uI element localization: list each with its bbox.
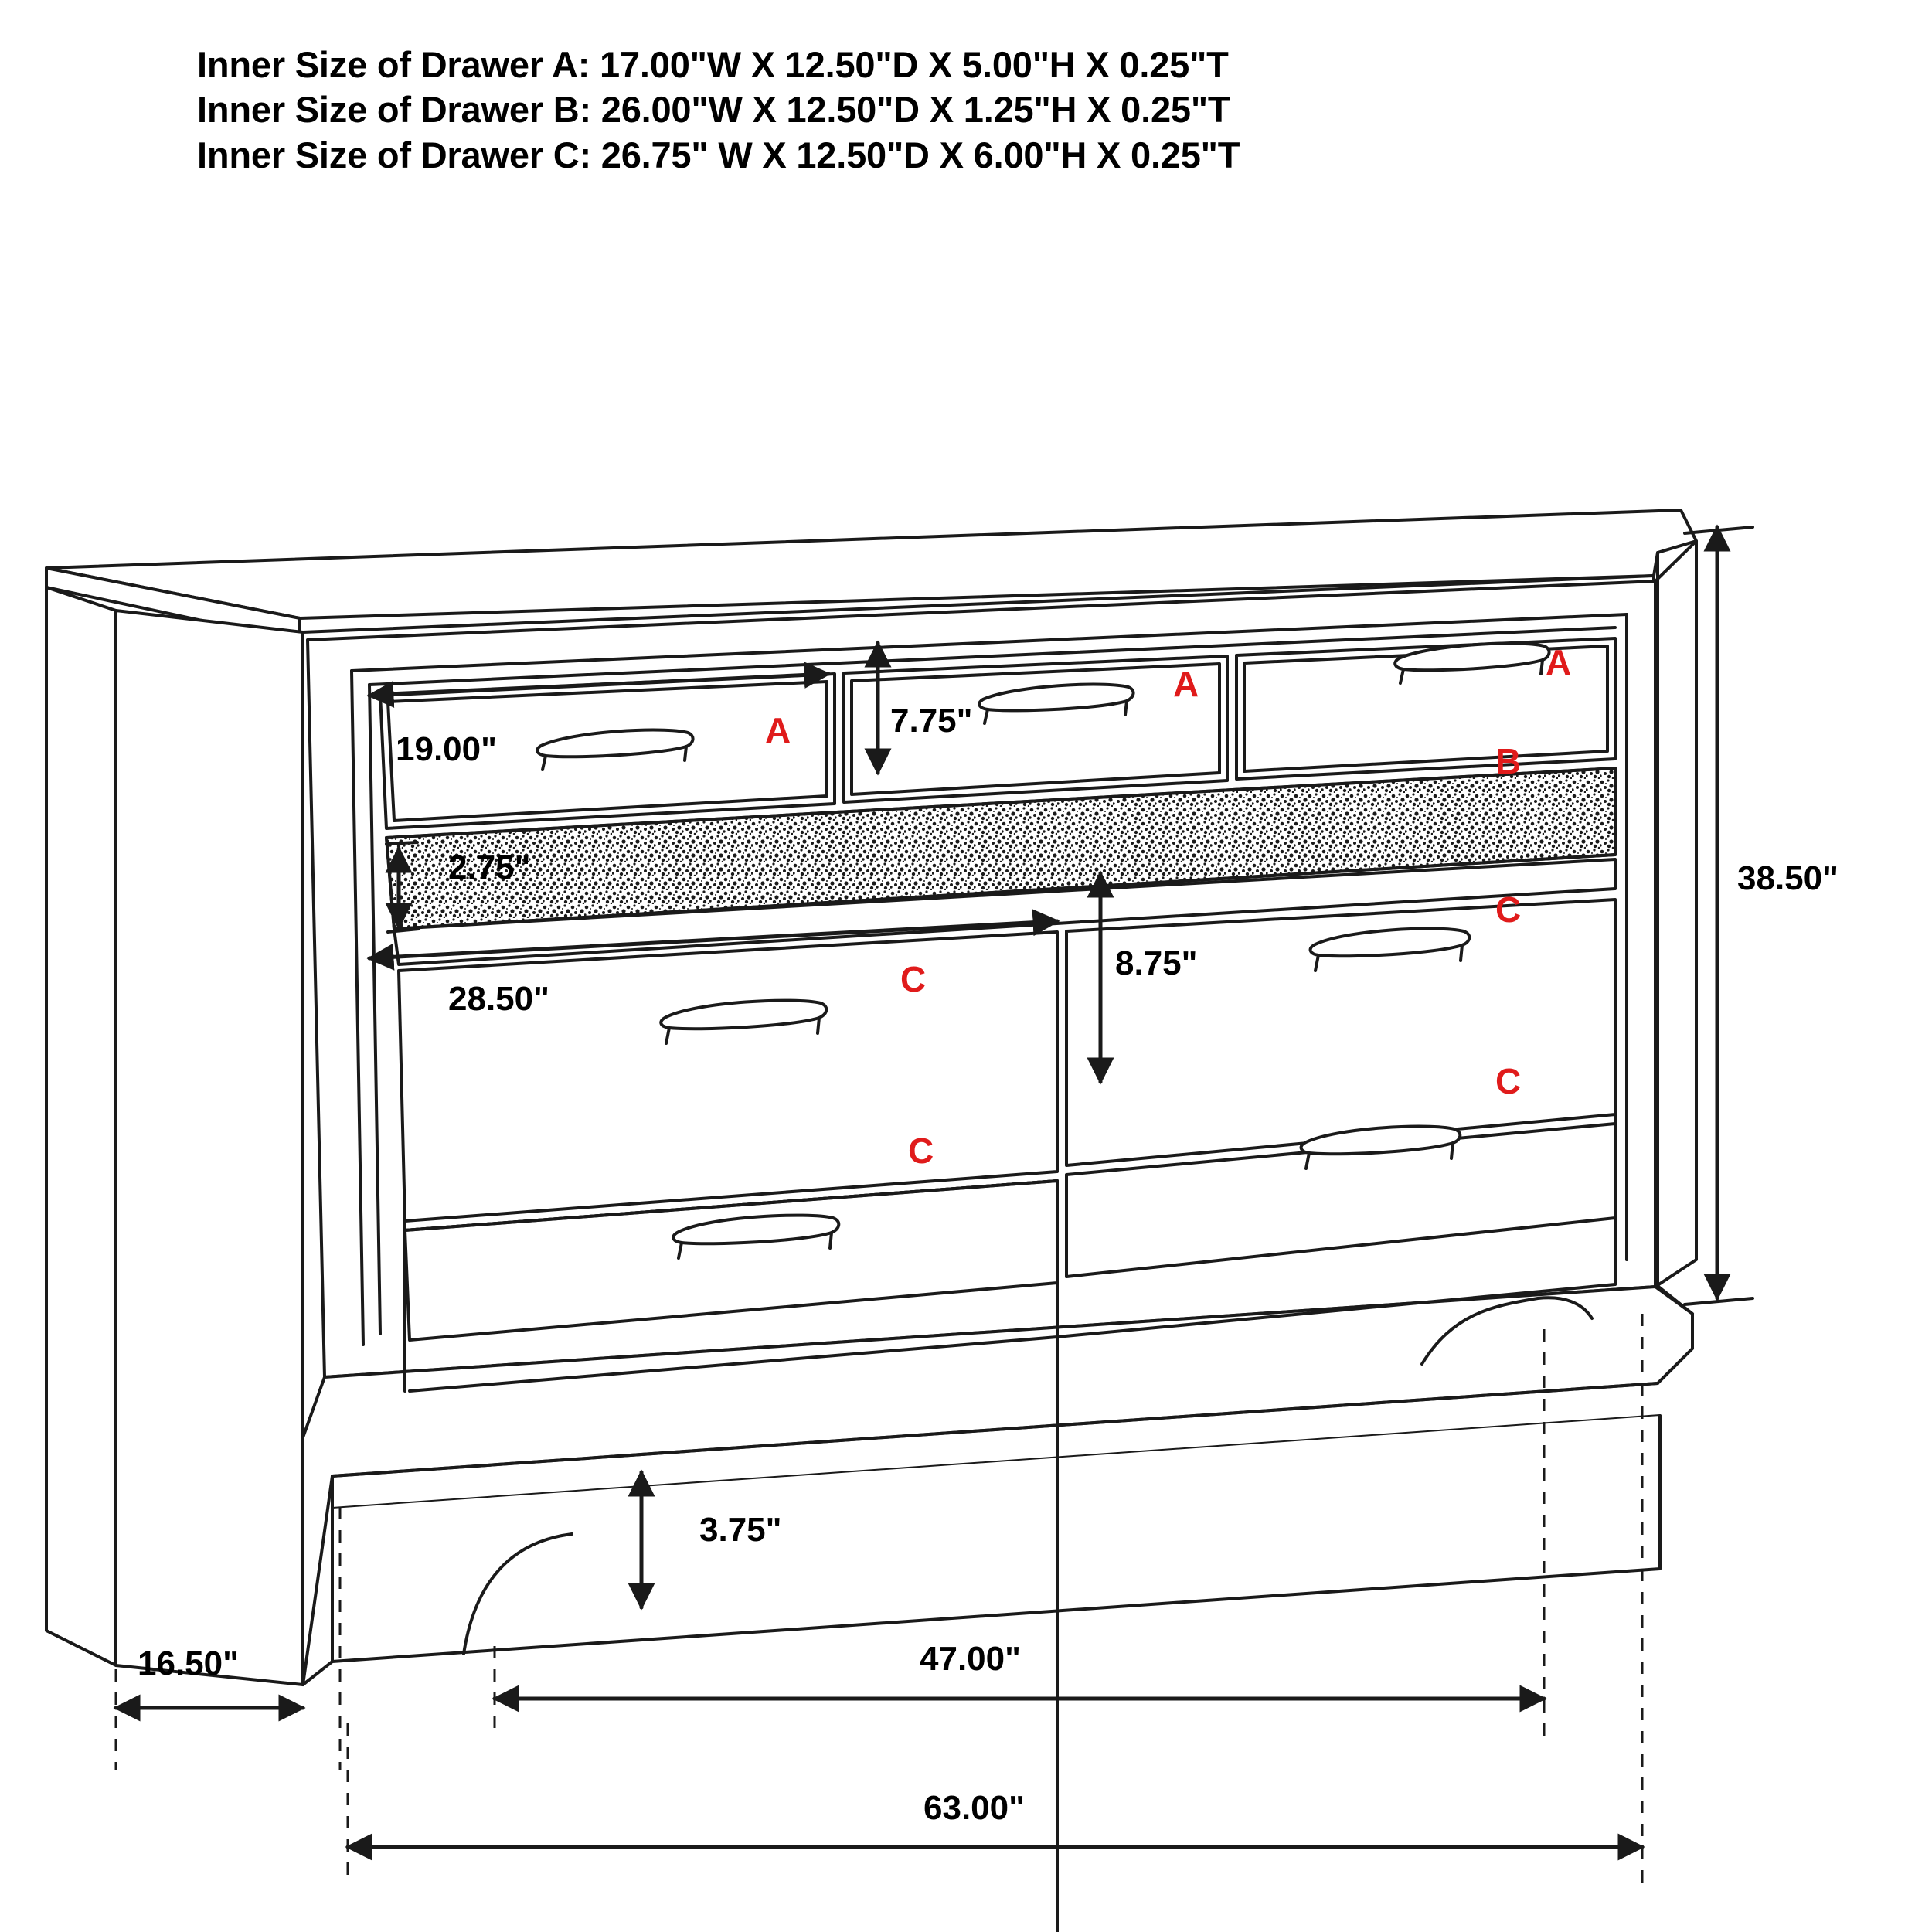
drawer-letter-a-right: A — [1546, 642, 1572, 682]
dim-label-toe-kick-height: 3.75" — [699, 1511, 782, 1549]
spec-line-drawer-b: Inner Size of Drawer B: 26.00"W X 12.50"D X 1.25"H X 0.25"T — [197, 89, 1230, 131]
drawer-letter-c-low-right: C — [1495, 1061, 1522, 1101]
spec-line-drawer-c: Inner Size of Drawer C: 26.75" W X 12.50"D X 6.00"H X 0.25"T — [197, 134, 1240, 175]
dim-label-drawer-a-height: 7.75" — [890, 702, 973, 740]
dim-label-drawer-c-height: 8.75" — [1115, 944, 1198, 982]
drawer-letter-c-mid-right: C — [1495, 889, 1522, 930]
drawer-letter-a-left: A — [765, 710, 791, 750]
dim-label-depth: 16.50" — [138, 1645, 239, 1682]
drawer-letter-b-right: B — [1495, 741, 1522, 781]
drawer-letter-c-low-left: C — [908, 1131, 934, 1171]
drawer-letter-c-mid-left: C — [900, 959, 927, 999]
dim-label-drawer-b-height: 2.75" — [448, 849, 531, 886]
dim-label-drawer-c-width: 28.50" — [448, 980, 549, 1018]
spec-line-drawer-a: Inner Size of Drawer A: 17.00"W X 12.50"D X 5.00"H X 0.25"T — [197, 44, 1229, 85]
drawer-letter-a-middle: A — [1173, 664, 1199, 704]
dim-label-total-width: 63.00" — [923, 1789, 1025, 1827]
dim-label-total-height: 38.50" — [1737, 859, 1838, 897]
dim-label-front-width: 47.00" — [920, 1640, 1021, 1678]
dim-label-drawer-a-width: 19.00" — [396, 730, 497, 768]
